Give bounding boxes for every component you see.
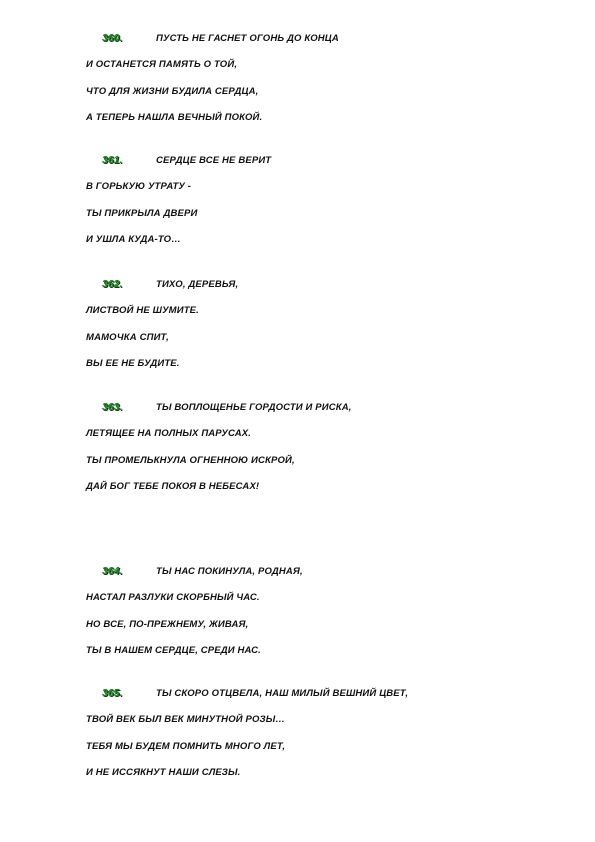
verse-number: 362. [102, 278, 123, 290]
verse-line: МАМОЧКА СПИТ, [86, 332, 169, 343]
verse-line: В ГОРЬКУЮ УТРАТУ - [86, 181, 192, 192]
verse-line: ТВОЙ ВЕК БЫЛ ВЕК МИНУТНОЙ РОЗЫ… [86, 714, 286, 725]
verse-line: ПУСТЬ НЕ ГАСНЕТ ОГОНЬ ДО КОНЦА [156, 33, 339, 44]
verse-line: А ТЕПЕРЬ НАШЛА ВЕЧНЫЙ ПОКОЙ. [86, 112, 263, 123]
verse-line: ЛЕТЯЩЕЕ НА ПОЛНЫХ ПАРУСАХ. [86, 428, 252, 439]
verse-line: ДАЙ БОГ ТЕБЕ ПОКОЯ В НЕБЕСАХ! [86, 481, 260, 492]
verse-number: 364. [102, 565, 123, 577]
verse-line: ТЫ В НАШЕМ СЕРДЦЕ, СРЕДИ НАС. [86, 645, 261, 656]
verse-line: И ОСТАНЕТСЯ ПАМЯТЬ О ТОЙ, [86, 59, 238, 70]
verse-line: НАСТАЛ РАЗЛУКИ СКОРБНЫЙ ЧАС. [86, 592, 260, 603]
verse-line: ЛИСТВОЙ НЕ ШУМИТЕ. [86, 305, 199, 316]
verse-number: 361. [102, 154, 123, 166]
verse-number: 360. [102, 32, 123, 44]
verse-line: ТИХО, ДЕРЕВЬЯ, [156, 279, 239, 290]
verse-line: ТЫ ПРОМЕЛЬКНУЛА ОГНЕННОЮ ИСКРОЙ, [86, 455, 295, 466]
verse-line: ТЫ ПРИКРЫЛА ДВЕРИ [86, 208, 198, 219]
verse-line: И НЕ ИССЯКНУТ НАШИ СЛЕЗЫ. [86, 767, 241, 778]
verse-line: ТЕБЯ МЫ БУДЕМ ПОМНИТЬ МНОГО ЛЕТ, [86, 741, 286, 752]
verse-line: И УШЛА КУДА-ТО… [86, 234, 181, 245]
verse-line: ТЫ СКОРО ОТЦВЕЛА, НАШ МИЛЫЙ ВЕШНИЙ ЦВЕТ, [156, 688, 409, 699]
verse-line: ЧТО ДЛЯ ЖИЗНИ БУДИЛА СЕРДЦА, [86, 86, 259, 97]
verse-line: СЕРДЦЕ ВСЕ НЕ ВЕРИТ [156, 155, 272, 166]
verse-line: ТЫ ВОПЛОЩЕНЬЕ ГОРДОСТИ И РИСКА, [156, 402, 352, 413]
verse-number: 363. [102, 401, 123, 413]
verse-line: НО ВСЕ, ПО-ПРЕЖНЕМУ, ЖИВАЯ, [86, 619, 249, 630]
verse-line: ТЫ НАС ПОКИНУЛА, РОДНАЯ, [156, 566, 303, 577]
verse-line: ВЫ ЕЕ НЕ БУДИТЕ. [86, 358, 180, 369]
verse-number: 365. [102, 687, 123, 699]
